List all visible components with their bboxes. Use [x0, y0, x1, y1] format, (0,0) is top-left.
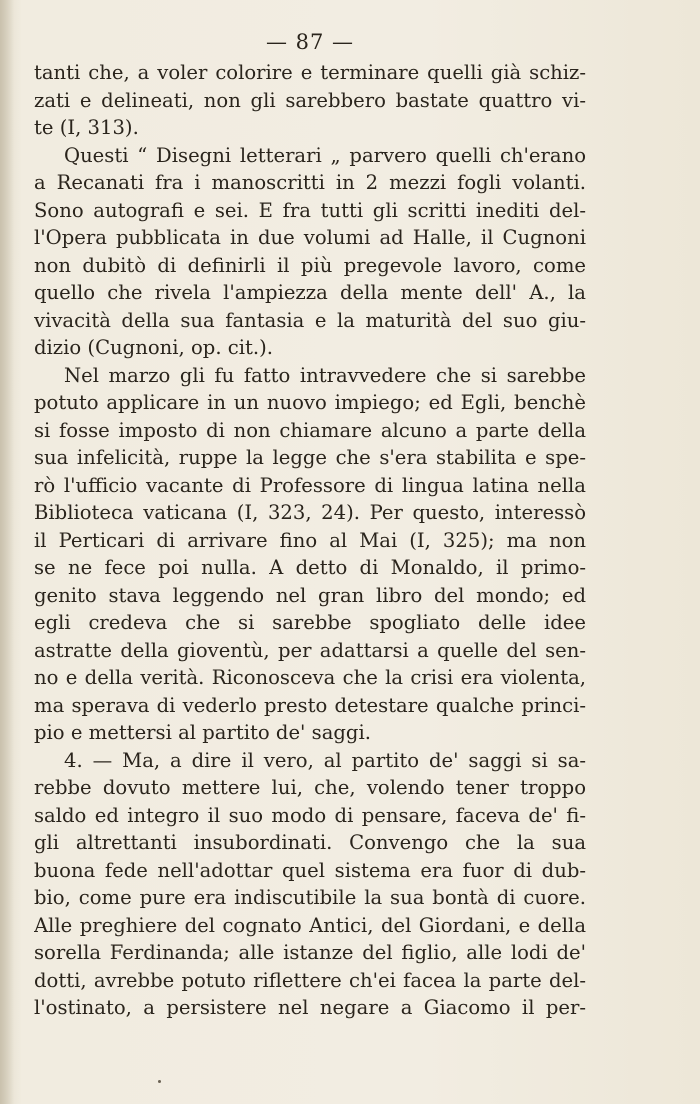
text-line: l'Opera pubblicata in due volumi ad Halle, il Cugnoni — [34, 226, 586, 249]
text-line: Nel marzo gli fu fatto intravvedere che si sarebbe — [64, 363, 586, 387]
text-line: quello che rivela l'ampiezza della mente dell' A., la — [34, 281, 586, 304]
text-line: ma sperava di vederlo presto detestare qualche princi- — [34, 693, 586, 717]
text-line: si fosse imposto di non chiamare alcuno a parte della — [34, 418, 586, 442]
text-line: zati e delineati, non gli sarebbero bastate quattro vi- — [34, 88, 586, 112]
text-line: vivacità della sua fantasia e la maturità del suo giu- — [34, 308, 586, 332]
text-line: astratte della gioventù, per adattarsi a quelle del sen- — [34, 638, 586, 662]
text-line: te (I, 313). — [34, 116, 139, 139]
text-line: non dubitò di definirli il più pregevole lavoro, come — [34, 253, 586, 277]
text-line: Alle preghiere del cognato Antici, del Giordani, e della — [34, 913, 586, 937]
text-line: saldo ed integro il suo modo di pensare, faceva de' fi- — [34, 803, 586, 827]
text-line: rò l'ufficio vacante di Professore di lingua latina nella — [34, 473, 586, 497]
text-line: il Perticari di arrivare fino al Mai (I, 325); ma non — [34, 528, 586, 552]
text-line: sorella Ferdinanda; alle istanze del figlio, alle lodi de' — [34, 941, 586, 964]
page-number: — 87 — — [265, 30, 355, 54]
text-line: a Recanati fra i manoscritti in 2 mezzi fogli volanti. — [34, 171, 586, 194]
ink-speck — [158, 1080, 161, 1083]
text-line: 4. — Ma, a dire il vero, al partito de' saggi si sa- — [64, 748, 586, 772]
text-line: tanti che, a voler colorire e terminare quelli già schiz- — [34, 61, 586, 84]
text-line: pio e mettersi al partito de' saggi. — [34, 721, 371, 744]
text-line: no e della verità. Riconosceva che la crisi era violenta, — [34, 666, 586, 689]
text-line: l'ostinato, a persistere nel negare a Giacomo il per- — [34, 996, 586, 1019]
text-line: se ne fece poi nulla. A detto di Monaldo, il primo- — [34, 556, 586, 579]
text-line: Questi “ Disegni letterari „ parvero quelli ch'erano — [64, 143, 586, 167]
text-line: genito stava leggendo nel gran libro del mondo; ed — [34, 583, 586, 607]
text-line: dizio (Cugnoni, op. cit.). — [34, 336, 273, 359]
text-line: Biblioteca vaticana (I, 323, 24). Per questo, interessò — [34, 501, 586, 524]
text-line: dotti, avrebbe potuto riflettere ch'ei facea la parte del- — [34, 968, 586, 992]
text-line: egli credeva che si sarebbe spogliato delle idee — [34, 611, 586, 634]
binding-gutter-shadow — [0, 0, 14, 1104]
body-text — [34, 59, 586, 1022]
text-line: Sono autografi e sei. E fra tutti gli scritti inediti del- — [34, 198, 586, 222]
text-line: potuto applicare in un nuovo impiego; ed Egli, benchè — [34, 391, 586, 414]
text-line: buona fede nell'adottar quel sistema era fuor di dub- — [34, 858, 586, 882]
text-line: bio, come pure era indiscutibile la sua bontà di cuore. — [34, 886, 586, 909]
text-line: sua infelicità, ruppe la legge che s'era stabilita e spe- — [34, 446, 586, 469]
text-line: gli altrettanti insubordinati. Convengo che la sua — [34, 831, 586, 854]
text-line: rebbe dovuto mettere lui, che, volendo tener troppo — [34, 776, 586, 799]
